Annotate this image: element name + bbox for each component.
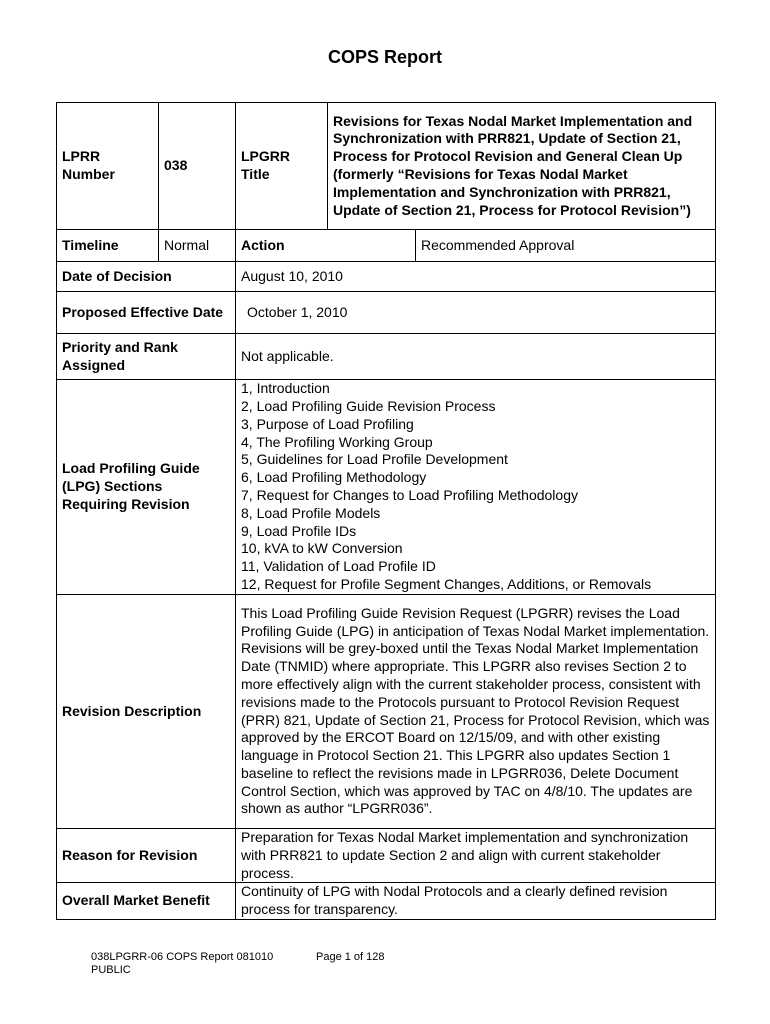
list-item: 4, The Profiling Working Group — [241, 433, 433, 450]
date-of-decision-value: August 10, 2010 — [236, 262, 716, 292]
timeline-value: Normal — [159, 230, 236, 262]
list-item: 12, Request for Profile Segment Changes, Additions, or Removals — [241, 575, 652, 592]
footer-classification: PUBLIC — [91, 964, 131, 976]
page-title: COPS Report — [327, 47, 442, 67]
action-label: Action — [236, 230, 416, 262]
lprr-number-value: 038 — [159, 103, 236, 230]
list-item: 2, Load Profiling Guide Revision Process — [241, 398, 496, 415]
list-item: 7, Request for Changes to Load Profiling Methodology — [241, 487, 578, 503]
revision-description-value: This Load Profiling Guide Revision Request (LPGRR) revises the Load Profiling Guide (LPG) in anticipation of Texas Nodal Market implementation. Revisions will be grey-boxed until the Texas Nodal Market Implementation Date (TNMID) where appropriate. This LPGRR also revises Section 2 to more effectively align with the current stakeholder process, consistent with revisions made to the Protocols pursuant to Protocol Revision Request (PRR) 821, Update of Section 21, Process for Protocol Revision, which was approved by the ERCOT Board on 12/15/09, and with other existing language in Protocol Section 21. This LPGRR also updates Section 1 baseline to reflect the revisions made in LPGRR036, Delete Document Control Section, which was approved by TAC on 4/8/10. The updates are shown as author “LPGRR036”. — [236, 595, 716, 829]
table-row — [57, 230, 716, 262]
priority-rank-value: Not applicable. — [236, 334, 716, 380]
table-row — [57, 595, 716, 829]
table-row — [57, 334, 716, 380]
cops-report-table — [56, 102, 716, 920]
list-item: 8, Load Profile Models — [241, 504, 381, 521]
list-item: 1, Introduction — [241, 380, 330, 397]
date-of-decision-label: Date of Decision — [57, 262, 236, 292]
table-row — [57, 883, 716, 920]
reason-for-revision-value: Preparation for Texas Nodal Market implementation and synchronization with PRR821 to update Section 2 and align with current stakeholder process. — [236, 829, 716, 883]
table-row — [57, 262, 716, 292]
revision-description-label: Revision Description — [57, 595, 236, 829]
list-item: 3, Purpose of Load Profiling — [241, 415, 414, 432]
lprr-number-label: LPRR Number — [57, 103, 159, 230]
footer-doc-id: 038LPGRR-06 COPS Report 081010 — [91, 951, 274, 963]
proposed-effective-date-label: Proposed Effective Date — [57, 292, 236, 334]
timeline-label: Timeline — [57, 230, 159, 262]
lpgrr-title-value: Revisions for Texas Nodal Market Implementation and Synchronization with PRR821, Update of Section 21, Process for Protocol Revision and General Clean Up (formerly “Revisions for Texas Nodal Market Implementation and Synchronization with PRR821, Update of Section 21, Process for Protocol Revision”) — [328, 103, 716, 230]
reason-for-revision-label: Reason for Revision — [57, 829, 236, 883]
overall-market-benefit-label: Overall Market Benefit — [57, 883, 236, 920]
table-row — [57, 380, 716, 595]
lpgrr-title-label: LPGRR Title — [236, 103, 328, 230]
list-item: 10, kVA to kW Conversion — [241, 540, 403, 557]
proposed-effective-date-value: October 1, 2010 — [236, 292, 716, 334]
list-item: 9, Load Profile IDs — [241, 522, 357, 539]
list-item: 6, Load Profiling Methodology — [241, 469, 427, 486]
lpg-sections-label: Load Profiling Guide (LPG) Sections Requiring Revision — [57, 380, 236, 595]
list-item: 11, Validation of Load Profile ID — [241, 558, 436, 575]
table-row — [57, 292, 716, 334]
footer-page-number: Page 1 of 128 — [316, 951, 385, 963]
table-row — [57, 829, 716, 883]
lpg-sections-list — [236, 380, 716, 595]
overall-market-benefit-value: Continuity of LPG with Nodal Protocols and a clearly defined revision process for transparency. — [236, 883, 716, 920]
action-value: Recommended Approval — [416, 230, 716, 262]
priority-rank-label: Priority and Rank Assigned — [57, 334, 236, 380]
list-item: 5, Guidelines for Load Profile Development — [241, 451, 508, 468]
table-row — [57, 103, 716, 230]
footer-doc-info — [91, 951, 273, 977]
